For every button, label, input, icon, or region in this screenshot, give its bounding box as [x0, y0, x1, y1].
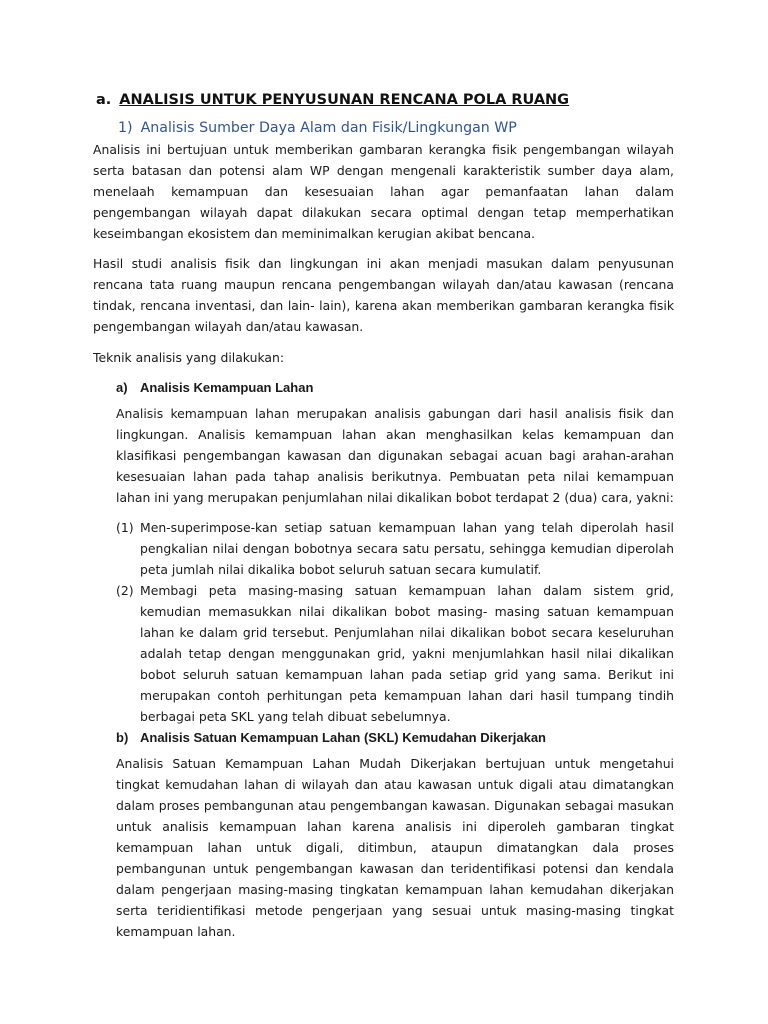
list-item — [116, 580, 674, 727]
paragraph-results: Hasil studi analisis fisik dan lingkungan ini akan menjadi masukan dalam penyusunan rencana tata ruang maupun rencana pengembangan wilayah dan/atau kawasan (rencana tindak, rencana inventasi, dan lain- lain), karena akan memberikan gambaran kerangka fisik pengembangan wilayah dan/atau kawasan. — [93, 256, 674, 334]
paragraph-techniques: Teknik analisis yang dilakukan: — [93, 350, 285, 365]
subsection-heading — [118, 120, 517, 136]
subsection-heading-title: Analisis Sumber Daya Alam dan Fisik/Lingkungan WP — [140, 120, 517, 136]
list-item-marker: (1) — [116, 520, 134, 535]
subheading-a-title: Analisis Kemampuan Lahan — [140, 380, 314, 395]
section-heading-number: a. — [96, 92, 112, 108]
subheading-b-title: Analisis Satuan Kemampuan Lahan (SKL) Kemudahan Dikerjakan — [140, 730, 546, 745]
subheading-a — [116, 377, 313, 398]
list-item-text: Men-superimpose-kan setiap satuan kemampuan lahan yang telah diperolah hasil pengkalian nilai dengan bobotnya secara satu persatu, sehingga kemudian diperolah peta jumlah nilai dikalika bobot seluruh satuan secara kumulatif. — [140, 520, 674, 577]
subsection-heading-number: 1) — [118, 120, 133, 136]
subheading-b-letter: b) — [116, 730, 129, 745]
list-item — [116, 517, 674, 580]
subheading-b — [116, 727, 546, 748]
section-heading — [96, 92, 569, 108]
paragraph-skl-workability: Analisis Satuan Kemampuan Lahan Mudah Dikerjakan bertujuan untuk mengetahui tingkat kemudahan lahan di wilayah dan atau kawasan untuk digali atau dimatangkan dalam proses pembangunan atau pengembangan kawasan. Digunakan sebagai masukan untuk analisis kemampuan lahan karena analisis ini diperoleh gambaran tingkat kemampuan lahan untuk digali, ditimbun, ataupun dimatangkan dala proses pembangunan untuk pengembangan kawasan dan teridentifikasi potensi dan kendala dalam pengerjaan masing-masing tingkatan kemampuan lahan kemudahan dikerjakan serta teridientifikasi metode pengerjaan yang sesuai untuk masing-masing tingkat kemampuan lahan. — [116, 756, 674, 939]
paragraph-intro: Analisis ini bertujuan untuk memberikan gambaran kerangka fisik pengembangan wilayah serta batasan dan potensi alam WP dengan mengenali karakteristik sumber daya alam, menelaah kemampuan dan kesesuaian lahan agar pemanfaatan lahan dalam pengembangan wilayah dapat dilakukan secara optimal dengan tetap memperhatikan keseimbangan ekosistem dan meminimalkan kerugian akibat bencana. — [93, 142, 674, 241]
paragraph-land-capability: Analisis kemampuan lahan merupakan analisis gabungan dari hasil analisis fisik dan lingkungan. Analisis kemampuan lahan akan menghasilkan kelas kemampuan dan klasifikasi pengembangan kawasan dan digunakan sebagai acuan bagi arahan-arahan kesesuaian lahan pada tahap analisis berikutnya. Pembuatan peta nilai kemampuan lahan ini yang merupakan penjumlahan nilai dikalikan bobot terdapat 2 (dua) cara, yakni: — [116, 406, 674, 505]
subheading-a-letter: a) — [116, 380, 128, 395]
section-heading-title: ANALISIS UNTUK PENYUSUNAN RENCANA POLA RUANG — [119, 92, 570, 108]
list-item-text: Membagi peta masing-masing satuan kemampuan lahan dalam sistem grid, kemudian memasukkan nilai dikalikan bobot masing- masing satuan kemampuan lahan ke dalam grid tersebut. Penjumlahan nilai dikalikan bobot secara keseluruhan adalah tetap dengan menggunakan grid, yakni menjumlahkan hasil nilai dikalikan bobot seluruh satuan kemampuan lahan pada setiap grid yang sama. Berikut ini merupakan contoh perhitungan peta kemampuan lahan dari hasil tumpang tindih berbagai peta SKL yang telah dibuat sebelumnya. — [140, 583, 674, 724]
list-item-marker: (2) — [116, 583, 134, 598]
